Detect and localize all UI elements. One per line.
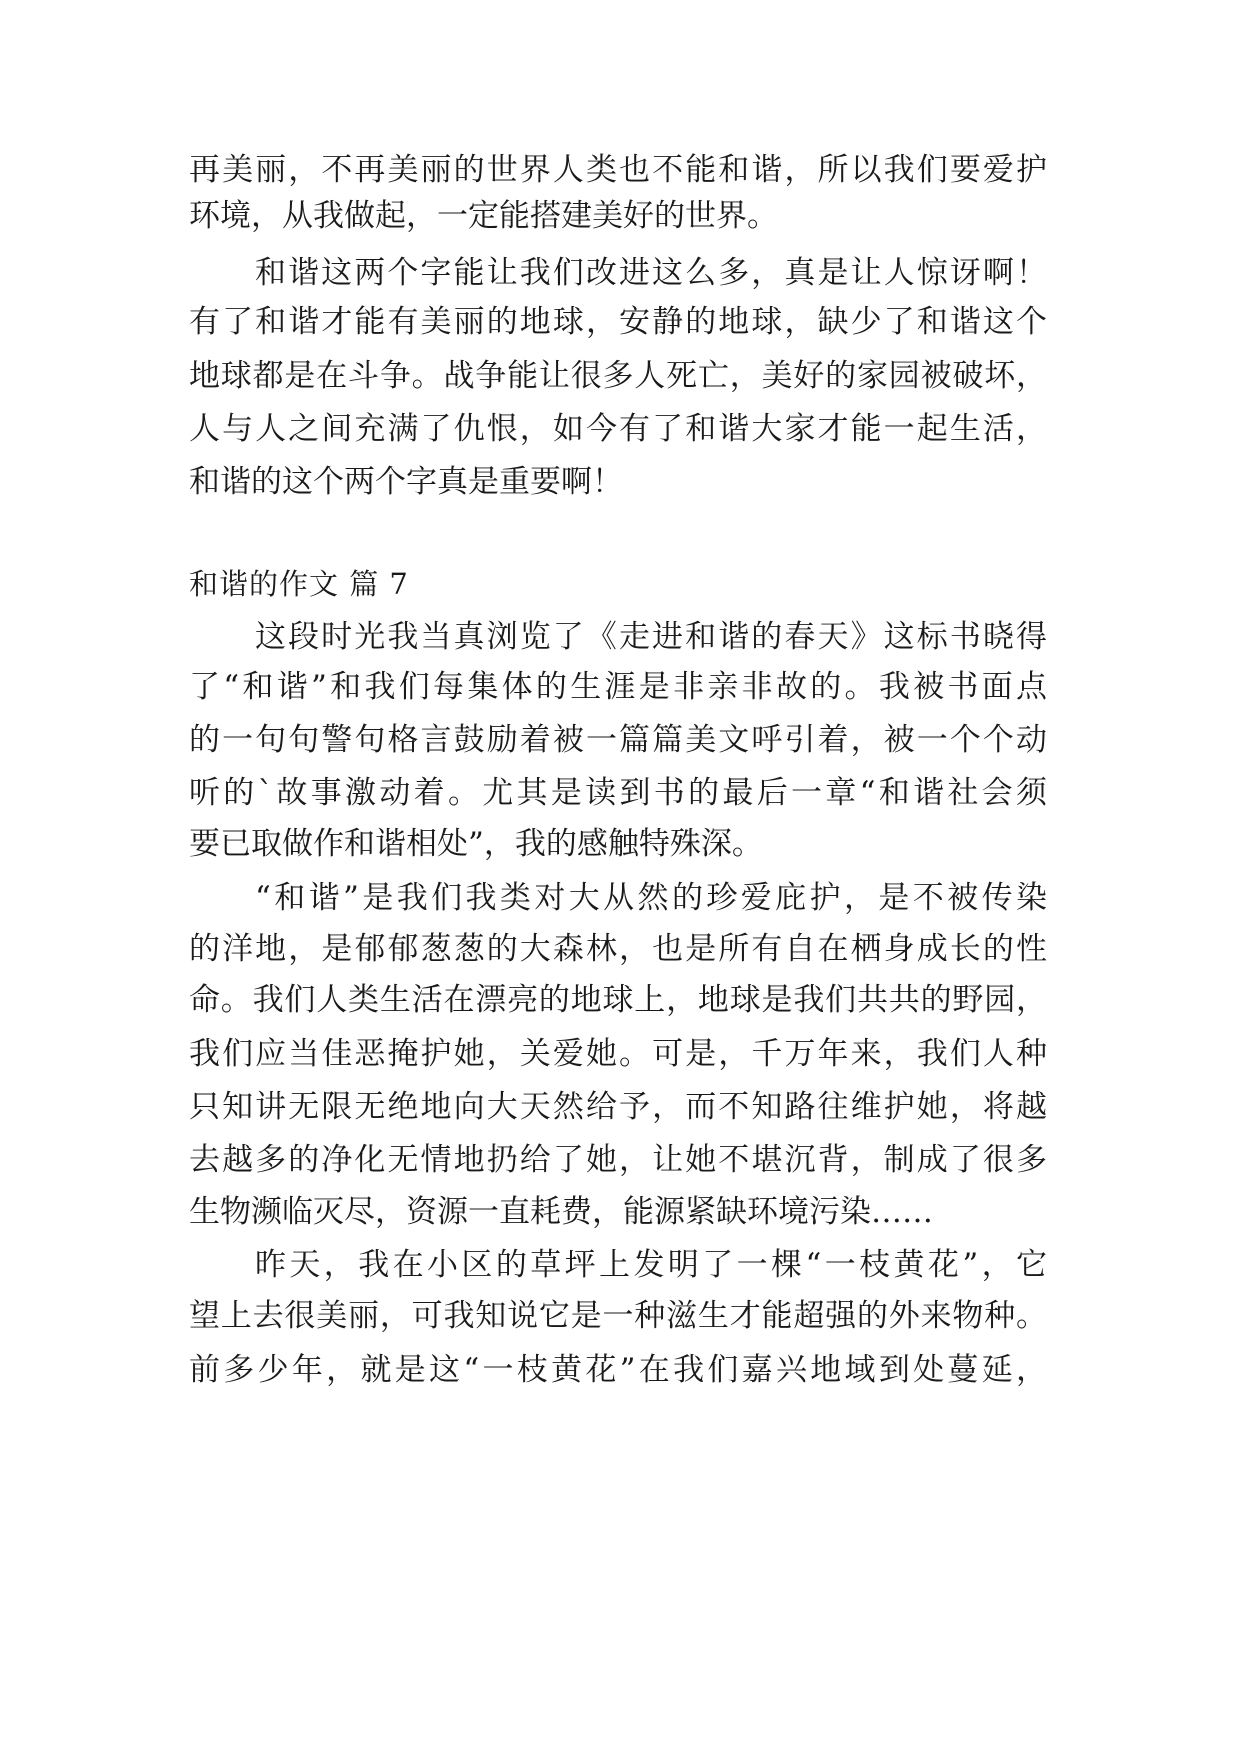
- text-line: 的一句句警句格言鼓励着被一篇篇美文呼引着，被一个个动: [189, 722, 1047, 758]
- text-line: 听的`故事激动着。尤其是读到书的最后一章“和谐社会须: [189, 775, 1047, 811]
- text-line: 望上去很美丽，可我知说它是一种滋生才能超强的外来物种。: [189, 1298, 1047, 1334]
- text-line: 了“和谐”和我们每集体的生涯是非亲非故的。我被书面点: [189, 669, 1047, 705]
- text-line: 我们应当佳恶掩护她，关爱她。可是，千万年来，我们人种: [189, 1036, 1047, 1072]
- text-line: 地球都是在斗争。战争能让很多人死亡，美好的家园被破坏，: [189, 358, 1047, 394]
- text-line: 人与人之间充满了仇恨，如今有了和谐大家才能一起生活，: [189, 411, 1047, 447]
- text-line: 前多少年，就是这“一枝黄花”在我们嘉兴地域到处蔓延，: [189, 1352, 1047, 1388]
- text-line: 去越多的净化无情地扔给了她，让她不堪沉背，制成了很多: [189, 1142, 1047, 1178]
- paragraph-first-line: 这段时光我当真浏览了《走进和谐的春天》这标书晓得: [255, 619, 1047, 655]
- section-heading: 和谐的作文 篇 7: [189, 567, 409, 601]
- text-line: 只知讲无限无绝地向大天然给予，而不知路往维护她，将越: [189, 1089, 1047, 1125]
- text-line: 生物濒临灭尽，资源一直耗费，能源紧缺环境污染……: [189, 1194, 933, 1230]
- text-line: 和谐的这个两个字真是重要啊！: [189, 464, 623, 500]
- text-line: 的洋地，是郁郁葱葱的大森林，也是所有自在栖身成长的性: [189, 931, 1047, 967]
- paragraph-first-line: 和谐这两个字能让我们改进这么多，真是让人惊讶啊！: [255, 255, 1047, 291]
- text-line: 要已取做作和谐相处”，我的感触特殊深。: [189, 826, 763, 862]
- paragraph-first-line: “和谐”是我们我类对大从然的珍爱庇护，是不被传染: [255, 880, 1047, 916]
- text-line: 再美丽，不再美丽的世界人类也不能和谐，所以我们要爱护: [189, 152, 1047, 188]
- text-line: 环境，从我做起，一定能搭建美好的世界。: [189, 198, 778, 234]
- text-line: 有了和谐才能有美丽的地球，安静的地球，缺少了和谐这个: [189, 304, 1047, 340]
- paragraph-first-line: 昨天，我在小区的草坪上发明了一棵“一枝黄花”，它: [255, 1247, 1047, 1283]
- text-line: 命。我们人类生活在漂亮的地球上，地球是我们共共的野园，: [189, 982, 1047, 1018]
